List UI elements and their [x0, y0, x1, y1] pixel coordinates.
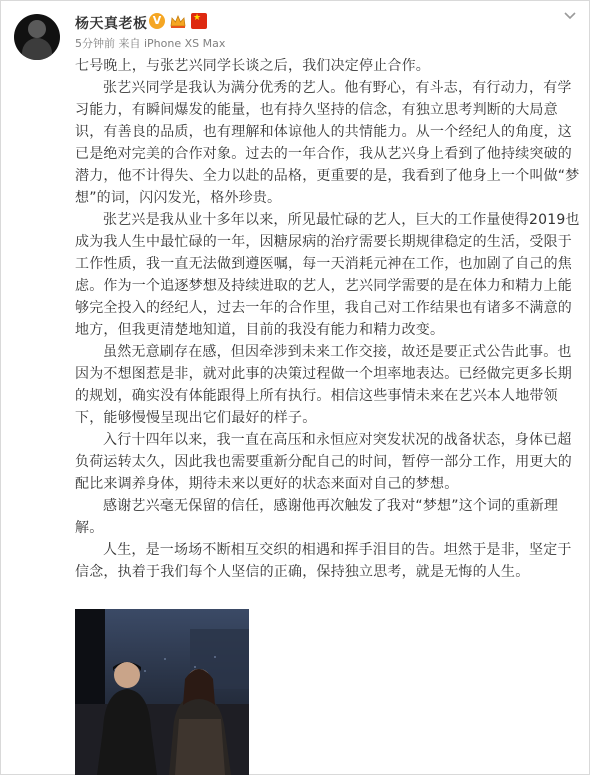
- post-paragraph: 感谢艺兴毫无保留的信任，感谢他再次触发了我对“梦想”这个词的重新理解。: [75, 498, 559, 536]
- chevron-down-icon[interactable]: [563, 9, 577, 25]
- post-paragraph: 虽然无意刷存在感，但因牵涉到未来工作交接，故还是要正式公告此事。也因为不想图惹是非，就对此事的决策过程做一个坦率地表达。已经做完更多长期的规划，确实没有体能跟得上所有执行。相信这些事情未来在艺兴本人地带领下，能够慢慢呈现出它们最好的样子。: [75, 344, 572, 426]
- post-paragraph: 七号晚上，与张艺兴同学长谈之后，我们决定停止合作。: [75, 58, 430, 74]
- post-paragraph: 入行十四年以来，我一直在高压和永恒应对突发状况的战备状态，身体已超负荷运转太久，因此我也需要重新分配自己的时间，暂停一部分工作，用更大的配比来调养身体，期待未来以更好的状态来面对自己的梦想。: [75, 432, 572, 492]
- post-meta: 5分钟前 来自 iPhone XS Max: [75, 37, 226, 50]
- badge-row: [149, 13, 207, 29]
- post-paragraph: 人生，是一场场不断相互交织的相遇和挥手泪目的告。坦然于是非，坚定于信念，执着于我们每个人坚信的正确，保持独立思考，就是无悔的人生。: [75, 542, 572, 580]
- username[interactable]: 杨天真老板: [75, 16, 148, 32]
- verified-v-icon[interactable]: V: [149, 13, 165, 29]
- post-content: [75, 55, 580, 583]
- china-flag-icon: ★: [191, 13, 207, 29]
- post-paragraph: 张艺兴是我从业十多年以来，所见最忙碌的艺人，巨大的工作量使得2019也成为我人生中最忙碌的一年，因糖尿病的治疗需要长期规律稳定的生活，受限于工作性质，我一直无法做到遵医嘱，每一天消耗元神在工作，也加剧了自己的焦虑。作为一个追逐梦想及持续进取的艺人，艺兴同学需要的是在体力和精力上能够完全投入的经纪人，过去一年的合作里，我自己对工作结果也有诸多不满意的地方，但我更清楚地知道，目前的我没有能力和精力改变。: [75, 212, 580, 338]
- avatar[interactable]: [14, 14, 60, 60]
- post-paragraph: 张艺兴同学是我认为满分优秀的艺人。他有野心，有斗志，有行动力，有学习能力，有瞬间爆发的能量，也有持久坚持的信念，有独立思考判断的大局意识，有善良的品质，也有理解和体谅他人的共情能力。从一个经纪人的角度，这已是绝对完美的合作对象。过去的一年合作，我从艺兴身上看到了他持续突破的潜力，他不计得失、全力以赴的品格，更重要的是，我看到了他身上一个叫做“梦想”的词，闪闪发光，格外珍贵。: [75, 80, 580, 206]
- post-photo[interactable]: [75, 609, 249, 775]
- crown-icon[interactable]: [169, 13, 187, 29]
